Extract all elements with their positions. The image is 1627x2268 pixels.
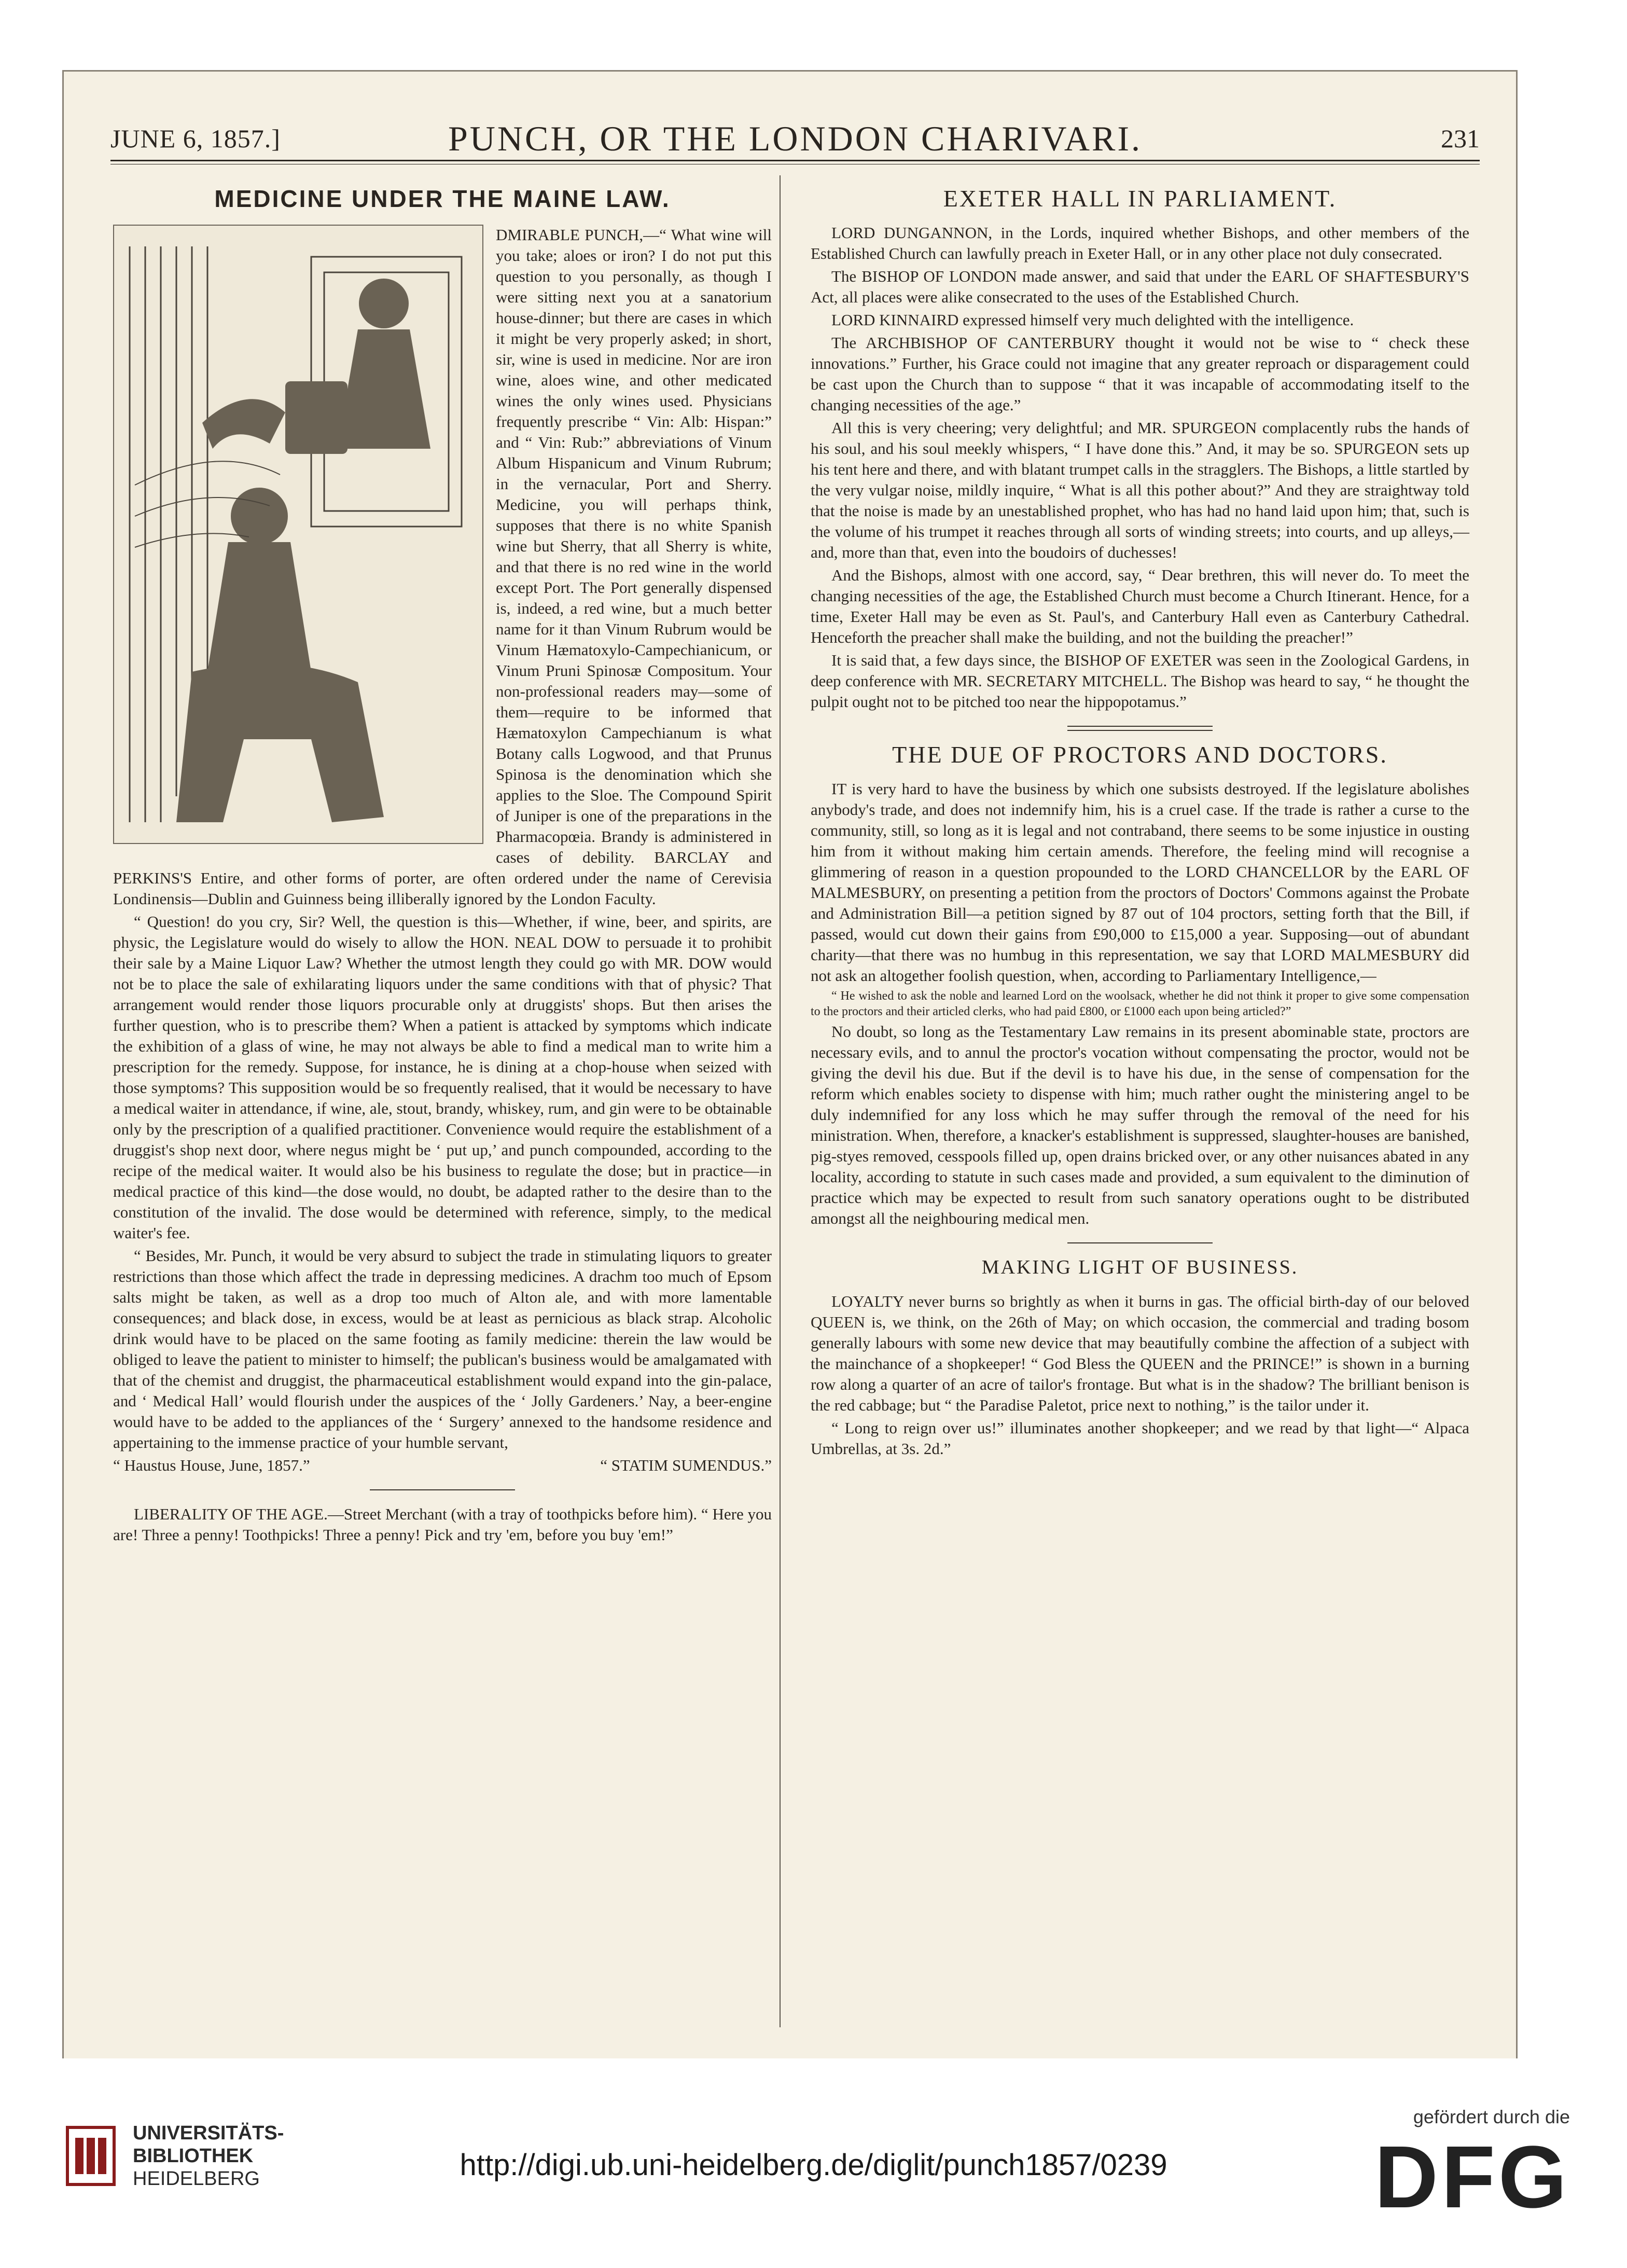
right-column (811, 183, 1469, 1461)
column-divider (780, 175, 781, 2027)
signoff-place: “ Haustus House, June, 1857.” (113, 1456, 310, 1474)
medicine-signoff (113, 1455, 772, 1476)
section-rule (1067, 1242, 1213, 1243)
exeter-paragraph-1: LORD DUNGANNON, in the Lords, inquired whether Bishops, and other members of the Established Church can lawfully preach in Exeter Hall, or in any other place not duly consecrated. (811, 224, 1469, 262)
dfg-logo: DFG (1374, 2128, 1570, 2226)
medicine-paragraph-2: “ Question! do you cry, Sir? Well, the question is this—Whether, if wine, beer, and spirits, are physic, the Legislature would do wisely to allow the HON. NEAL DOW to persuade it to prohibit their sale by a Maine Liquor Law? Whether the utmost length they could go with MR. DOW would not be to place the sale of exhilarating liquors under the same conditions with that of physic? That arrangement would render those liquors procurable only at druggists' shops. But then arises the further question, who is to prescribe them? When a patient is attacked by symptoms which indicate the exhibition of a glass of wine, he may not always be able to find a medical man to write him a prescription for the remedy. Suppose, for instance, he is dining at a chop-house when seized with those symptoms? This supposition would be so frequently realised, that it would be necessary to have a medical waiter in attendance, if wine, ale, stout, brandy, whiskey, rum, and gin were to be obtainable only by the prescription of a qualified practitioner. Convenience would require the establishment of a druggist's shop next door, where negus might be ‘ put up,’ and punch compounded, according to the recipe of the medical waiter. It would also be his business to regulate the dose; but in practice—in medical practice of this kind—the dose would, no doubt, be adapted rather to the desire than to the constitution of the invalid. The dose would be determined with reference, simply, to the medical waiter's fee. (113, 912, 772, 1242)
issue-date: JUNE 6, 1857.] (110, 124, 281, 153)
proctors-paragraph-1: IT is very hard to have the business by which one subsists destroyed. If the legislature abolishes anybody's trade, and does not indemnify him, his is a cruel case. If the trade is rather a curse to the community, still, so long as it is legal and not contraband, there seems to be some injustice in ousting him from it without making him certain amends. Therefore, the feeling mind will recognise a glimmering of reason in a question propounded to the LORD CHANCELLOR by the EARL OF MALMESBURY, on presenting a petition from the proctors of Doctors' Commons against the Probate and Administration Bill—a petition signed by 87 out of 104 proctors, setting forth that the Bill, if passed, would cut down their gains from £90,000 to £15,000 a year. Supposing—out of abundant charity—that there was no humbug in this representation, we say that LORD MALMESBURY did not ask an altogether foolish question, when, according to Parliamentary Intelligence,— (811, 780, 1469, 985)
proctors-paragraph-2: No doubt, so long as the Testamentary Law remains in its present abominable state, proctors are necessary evils, and to annul the proctor's vocation without compensating the proctor, would not be giving the devil his due. But if the devil is to have his due, in the sense of compensation for the reform which enables society to dispense with him; much rather ought the ministering angel to be duly indemnified for any loss which he may suffer through the removal of the need for his ministration. When, therefore, a knacker's establishment is suppressed, slaughter-houses are banished, pig-styes removed, cesspools filled up, open drains bricked over, or any other nuisances abated in any locality, according to statute in such cases made and provided, a sum equivalent to the diminution of practice which may be expected to result from such sanatory operations ought to be distributed amongst all the neighbouring medical men. (811, 1022, 1469, 1227)
exeter-paragraph-7: It is said that, a few days since, the BISHOP OF EXETER was seen in the Zoological Gardens, in deep conference with MR. SECRETARY MITCHELL. The Bishop was heard to say, “ he thought the pulpit ought not to be pitched too near the hippopotamus.” (811, 651, 1469, 711)
library-name-line-2: BIBLIOTHEK (133, 2145, 254, 2167)
funding-credit (1374, 2106, 1570, 2226)
section-rule (370, 1489, 515, 1490)
proctors-quote: “ He wished to ask the noble and learned Lord on the woolsack, whether he did not think it proper to give some compensation to the proctors and their articled clerks, who had paid £800, or £1000 each upon being articled?” (811, 989, 1469, 1018)
light-paragraph-2: “ Long to reign over us!” illuminates another shopkeeper; and we read by that light—“ Alpaca Umbrellas, at 3s. 2d.” (811, 1419, 1469, 1458)
section-rule (1067, 726, 1213, 731)
exeter-paragraph-6: And the Bishops, almost with one accord, say, “ Dear brethren, this will never do. To meet the changing necessities of the age, the Established Church must become a Church Itinerant. Hence, for a time, Exeter Hall may be even as St. Paul's, and Canterbury Hall even as Canterbury Cathedral. Henceforth the preacher shall make the building, and not the building the preacher!” (811, 566, 1469, 646)
funding-credit-text: gefördert durch die (1413, 2106, 1570, 2127)
exeter-paragraph-3: LORD KINNAIRD expressed himself very much delighted with the intelligence. (831, 311, 1354, 329)
header-rule (110, 160, 1480, 161)
liberality-paragraph: LIBERALITY OF THE AGE.—Street Merchant (with a tray of toothpicks before him). “ Here you are! Three a penny! Toothpicks! Three a penny! Pick and try 'em, before you buy 'em!” (113, 1505, 772, 1544)
page-number: 231 (1441, 124, 1480, 153)
article-heading-exeter: EXETER HALL IN PARLIAMENT. (943, 185, 1337, 212)
left-column (113, 183, 772, 1547)
digitization-footer (0, 2075, 1627, 2268)
signoff-name: “ STATIM SUMENDUS.” (600, 1456, 772, 1474)
library-name-line-3: HEIDELBERG (133, 2168, 260, 2190)
light-paragraph-1: LOYALTY never burns so brightly as when it burns in gas. The official birth-day of our beloved QUEEN is, we think, on the 26th of May; on which occasion, the commercial and trading bosom generally labours with some new device that may beautifully combine the affection of a subject with the mainchance of a shopkeeper! “ God Bless the QUEEN and the PRINCE!” is shown in a burning row along a quarter of an acre of tailor's frontage. But what is in the shadow? The brilliant benison is the red cabbage; but “ the Paradise Paletot, price next to nothing,” is the tailor under it. (811, 1292, 1469, 1414)
tavern-woman-handing-jug-to-cavalier-illustration (113, 225, 483, 844)
page-header (110, 103, 1480, 165)
article-heading-medicine: MEDICINE UNDER THE MAINE LAW. (214, 185, 671, 212)
masthead-title: PUNCH, OR THE LONDON CHARIVARI. (448, 119, 1142, 158)
article-heading-proctors: THE DUE OF PROCTORS AND DOCTORS. (892, 741, 1388, 768)
exeter-paragraph-2: The BISHOP OF LONDON made answer, and said that under the EARL OF SHAFTESBURY'S Act, all places were alike consecrated to the uses of the Established Church. (811, 267, 1469, 306)
medicine-paragraph-3: “ Besides, Mr. Punch, it would be very absurd to subject the trade in stimulating liquors to greater restrictions than those which affect the trade in depressing medicines. A drachm too much of Epsom salts might be taken, as well as a drop too much of Alton ale, and with more lamentable consequences; and black dose, in excess, would be at least as pernicious as black strap. Alcoholic drink would have to be placed on the same footing as family medicine: therein the law would be obliged to leave the patient to minister to himself; the publican's business would be amalgamated with that of the chemist and druggist, the pharmaceutical establishment would expand into the gin-palace, and ‘ Medical Hall’ would flourish under the auspices of the ‘ Jolly Gardeners.’ Nay, a beer-engine would have to be added to the appliances of the ‘ Surgery’ annexed to the handsome residence and appertaining to the immense practice of your humble servant, (113, 1247, 772, 1451)
exeter-paragraph-4: The ARCHBISHOP OF CANTERBURY thought it would not be wise to “ check these innovations.” Further, his Grace could not imagine that any greater reproach or disparagement could be cast upon the Church than to suppose “ that it was incapable of accommodating itself to the changing necessities of the age.” (811, 334, 1469, 414)
permalink[interactable]: http://digi.ub.uni-heidelberg.de/diglit/punch1857/0239 (460, 2148, 1167, 2182)
library-name-line-1: UNIVERSITÄTS- (133, 2122, 284, 2144)
newspaper-page (62, 70, 1518, 2058)
medicine-paragraph-1: DMIRABLE PUNCH,—“ What wine will you take; aloes or iron? I do not put this question to you personally, as though I were sitting next you at a sanatorium house-dinner; but there are cases in which it might be very properly asked; in short, sir, wine is used in medicine. Nor are iron wine, aloes wine, and other medicated wines the only wines used. Physicians frequently prescribe “ Vin: Alb: Hispan:” and “ Vin: Rub:” abbreviations of Vinum Album Hispanicum and Vinum Rubrum; in the vernacular, Port and Sherry. Medicine, you will perhaps think, supposes that there is no white Spanish wine but Sherry, that all Sherry is white, and that there is no red wine in the world except Port. The Port generally dispensed is, indeed, a red wine, but a much better name for it than Vinum Rubrum would be Vinum Hæmatoxylo-Campechianicum, or Vinum Pruni Spinosæ Compositum. Your non-professional readers may—some of them—require to be informed that Hæmatoxylon Campechianum is what Botany calls Logwood, and that Prunus Spinosa is the denomination which she applies to the Sloe. The Compound Spirit of Juniper is one of the preparations in the Pharmacopœia. Brandy is administered in cases of debility. BARCLAY and PERKINS'S Entire, and other forms of porter, are often ordered under the name of Cerevisia Londinensis—Dublin and Guinness being illiberally ignored by the London Faculty. (113, 226, 772, 908)
article-heading-light: MAKING LIGHT OF BUSINESS. (981, 1256, 1299, 1278)
exeter-paragraph-5: All this is very cheering; very delightful; and MR. SPURGEON complacently rubs the hands of his soul, and his soul meekly whispers, “ I have done this.” And, it may be so. SPURGEON sets up his tent here and there, and with blatant trumpet calls in the stragglers. The Bishops, a little startled by the very vulgar noise, mildly inquire, “ What is all this pother about?” And they are straightway told that the noise is made by an unestablished prophet, who has had no hand laid upon him; that, such is the volume of his trumpet it reaches through all sorts of winding streets; into courts, and up alleys,—and, more than that, even into the boudoirs of duchesses! (811, 419, 1469, 561)
